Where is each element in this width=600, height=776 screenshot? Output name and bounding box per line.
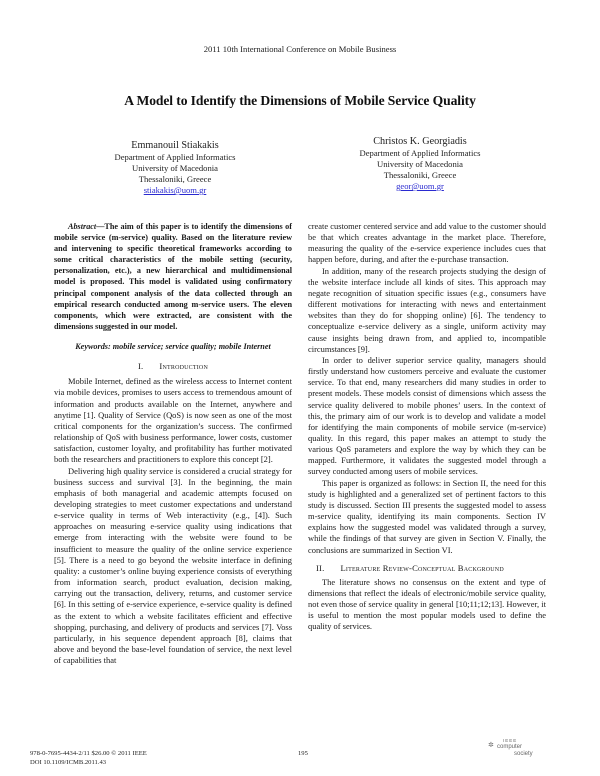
author-location: Thessaloniki, Greece <box>138 174 212 184</box>
logo-text-line2: society <box>514 751 533 757</box>
section-title: Literature Review-Conceptual Background <box>340 562 504 573</box>
author-email-link[interactable]: stiakakis@uom.gr <box>143 185 207 195</box>
section-heading-literature-review <box>308 563 546 574</box>
doi-line: DOI 10.1109/ICMB.2011.43 <box>30 758 107 766</box>
author-university: University of Macedonia <box>377 159 463 169</box>
author-name: Emmanouil Stiakakis <box>131 140 219 151</box>
paragraph-continued: create customer centered service and add value to the customer should be that which creates advantage in the market place. Therefore, measuring the quality of the e-service experience includes cues that happen before, during, and after the e-purchase transaction. <box>308 221 546 265</box>
paragraph: In order to deliver superior service quality, managers should firstly understand how customers perceive and evaluate the customer service. To that end, many researchers did many studies in order to present models. These models consist of dimensions which assess the service quality delivered to mobile phones’ users. In the context of this, the primary aim of our work is to develop and validate a model for identifying the main components of mobile service (m-service) quality. In this regard, this paper makes an attempt to study the various QoS parameters and explore the way by which they can be mapped. Furthermore, it validates the suggested model through a survey conducted among users of mobile services. <box>308 354 546 477</box>
author-location: Thessaloniki, Greece <box>383 170 457 180</box>
footer-copyright <box>30 750 147 767</box>
right-column <box>308 221 546 633</box>
paragraph: Delivering high quality service is considered a crucial strategy for business success and survival [3]. In the beginning, the main emphasis of both managerial and academic attempts focused on developing strategies to meet customer expectations and understand e-service quality in terms of Web interactivity (e.g., [4]). Such approaches on measuring e-service quality using indications that emerge from interacting with the website were found to be insufficient to measure the quality of the online service experience [5]. There is a need to go beyond the website interface in defining quality: a customer’s online buying experience consists of everything from information search, product evaluation, decision making, carrying out the transaction, delivery, returns, and customer service [6]. In this setting of e-service experience, e-service quality is defined as the extent to which a website facilitates efficient and effective shopping, purchasing, and delivery of products and services [7]. Voss particularly, in his sequence dependent approach [8], claims that above and beyond the base-level foundation of service, the next level of capabilities that <box>54 465 292 666</box>
section-title: Introduction <box>159 361 208 372</box>
section-number: II. <box>316 562 325 573</box>
author-university: University of Macedonia <box>132 163 218 173</box>
logo-text-line1: computer <box>497 744 523 750</box>
conference-header: 2011 10th International Conference on Mobile Business <box>203 44 397 54</box>
section-heading-introduction <box>54 361 292 372</box>
author-block-2 <box>335 135 505 192</box>
paragraph: Mobile Internet, defined as the wireless access to Internet content via mobile devices, promises to users access to tremendous amount of information and products available on the Internet, anywhere and anytime [1]. Quality of Service (QoS) is now seen as one of the most critical components for the organization’s success. The confirmed relationship of QoS with business performance, lower costs, customer satisfaction, customer loyalty, and profitability has further motivated both the researchers and practitioners to explore this concept [2]. <box>54 376 292 465</box>
ieee-wordmark: IEEE <box>503 738 518 743</box>
logo-star-icon: ✲ <box>488 742 494 749</box>
isbn-line: 978-0-7695-4434-2/11 $26.00 © 2011 IEEE <box>30 750 147 757</box>
paragraph: In addition, many of the research projects studying the design of the website interface include all kinds of sites. This approach may negate recognition of situation specific issues (e.g., consumers have different motivations for interacting with news and entertainment websites than they do for shopping online) [6]. The tendency to conceptualize e-service delivery as a single, uniform activity may cause insights being drawn from, and applied to, incompatible circumstances [9]. <box>308 265 546 354</box>
author-department: Department of Applied Informatics <box>359 148 481 158</box>
abstract-label: Abstract <box>68 222 97 231</box>
author-department: Department of Applied Informatics <box>114 152 236 162</box>
paragraph: The literature shows no consensus on the extent and type of dimensions that reflect the ideals of electronic/mobile service quality, not even those of service quality in general [10;11;12;13]. However, it is useful to mention the most popular models used to define the quality of services. <box>308 576 546 632</box>
paragraph: This paper is organized as follows: in Section II, the need for this study is highlighted and a generalized set of pertinent factors to this study is discussed. Section III presents the suggested model to assess m-service quality, identifying its main components. Section IV explains how the suggested model was validated through a survey, while the findings of that survey are given in Section V. Finally, the conclusions are summarized in Section VI. <box>308 477 546 555</box>
page-number: 195 <box>298 750 308 757</box>
paper-title: A Model to Identify the Dimensions of Mobile Service Quality <box>124 93 476 108</box>
abstract <box>54 221 292 332</box>
abstract-text: The aim of this paper is to identify the dimensions of mobile service (m-service) quality. Based on the literature review and intervening to specific theoretical frameworks according to some critical characteristics of the mobile setting (security, personalization, etc.), a new hierarchical and multidimensional model is proposed. This model is validated using confirmatory principal component analysis of the data collected through an empirical research conducted among m-service users. The eleven components, which were extracted, are consistent with the dimensions suggested in our model. <box>54 222 292 331</box>
keywords: Keywords: mobile service; service quality; mobile Internet <box>75 341 271 351</box>
author-name: Christos K. Georgiadis <box>373 136 467 147</box>
author-email-link[interactable]: geor@uom.gr <box>396 181 444 191</box>
ieee-computer-society-logo <box>488 738 548 760</box>
abstract-dash: — <box>96 222 105 231</box>
section-number: I. <box>137 361 144 372</box>
left-column <box>54 221 292 666</box>
author-block-1 <box>90 139 260 196</box>
